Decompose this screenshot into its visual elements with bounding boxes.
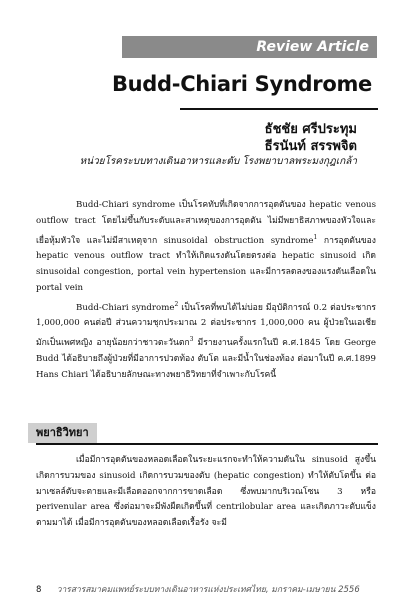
pathology-paragraph-1: เมื่อมีการอุดตันของหลอดเลือดในระยะแรกจะทำให้ความดันใน sinusoid สูงขึ้น เกิดการบวมของ sinusoid เกิดการบวมของตับ (hepatic congestion) ทำให้ตับโตขึ้น ต่อมาเซลล์ตับจะตายและมีเลือดออกจากการขาดเลือด ซึ่งพบมากบริเวณโซน 3 หรือ perivenular area ซึ่งต่อมาจะมีพังผืดเกิดขึ้นที่ centrilobular area และเกิดภาวะตับแข็งตามมาได้ เมื่อมีการอุดตันของหลอดเลือดเรื้อรัง จะมี [36, 455, 376, 529]
section-heading [10, 423, 378, 445]
page-footer [36, 582, 396, 596]
affiliation: หน่วยโรคระบบทางเดินอาหารและตับ โรงพยาบาลพระมงกุฎเกล้า [79, 156, 357, 167]
page-number: 8 [36, 585, 42, 595]
pathology-section [36, 453, 376, 532]
journal-citation: วารสารสมาคมแพทย์ระบบทางเดินอาหารแห่งประเทศไทย, มกราคม-เมษายน 2556 [56, 585, 360, 595]
article-title: Budd-Chiari Syndrome [111, 72, 372, 96]
title-underline [180, 108, 378, 110]
author-1: ธัชชัย ศรีประทุม [264, 122, 357, 137]
intro-paragraph-1: Budd-Chiari syndrome เป็นโรคทับที่เกิดจากการอุดตันของ hepatic venous outflow tract โดยไม่ขึ้นกับระดับและสาเหตุของการอุดตัน ไม่มีพยาธิสภาพของหัวใจและเยื่อหุ้มหัวใจ และไม่มีสาเหตุจาก sinusoidal obstruction syndrome$^1$ การอุดตันของ hepatic venous outflow tract ทำให้เกิดแรงดันโดยตรงต่อ hepatic sinusoid เกิด sinusoidal congestion, portal vein hypertension และมีการลดลงของแรงดันเลือดใน portal vein [36, 200, 376, 293]
section-heading-rule [36, 443, 378, 445]
intro-section [36, 198, 376, 383]
author-2: ธีรนันท์ สรรพจิต [264, 139, 357, 154]
section-label-banner: Review Article [122, 36, 377, 58]
intro-paragraph-2: Budd-Chiari syndrome$^2$ เป็นโรคที่พบได้ไม่บ่อย มีอุบัติการณ์ 0.2 ต่อประชากร 1,000,000 คนต่อปี ส่วนความชุกประมาณ 2 ต่อประชากร 1,000,000 คน ผู้ป่วยในเอเชียมักเป็นเพศหญิง อายุน้อยกว่าชาวตะวันตก$^3$ มีรายงานครั้งแรกในปี ค.ศ.1845 โดย George Budd ได้อธิบายถึงผู้ป่วยที่มีอาการปวดท้อง ตับโต และมีน้ำในช่องท้อง ต่อมาในปี ค.ศ.1899 Hans Chiari ได้อธิบายลักษณะทางพยาธิวิทยาที่จำเพาะกับโรคนี้ [36, 300, 376, 380]
section-heading-label: พยาธิวิทยา [28, 423, 97, 443]
page [10, 6, 404, 594]
